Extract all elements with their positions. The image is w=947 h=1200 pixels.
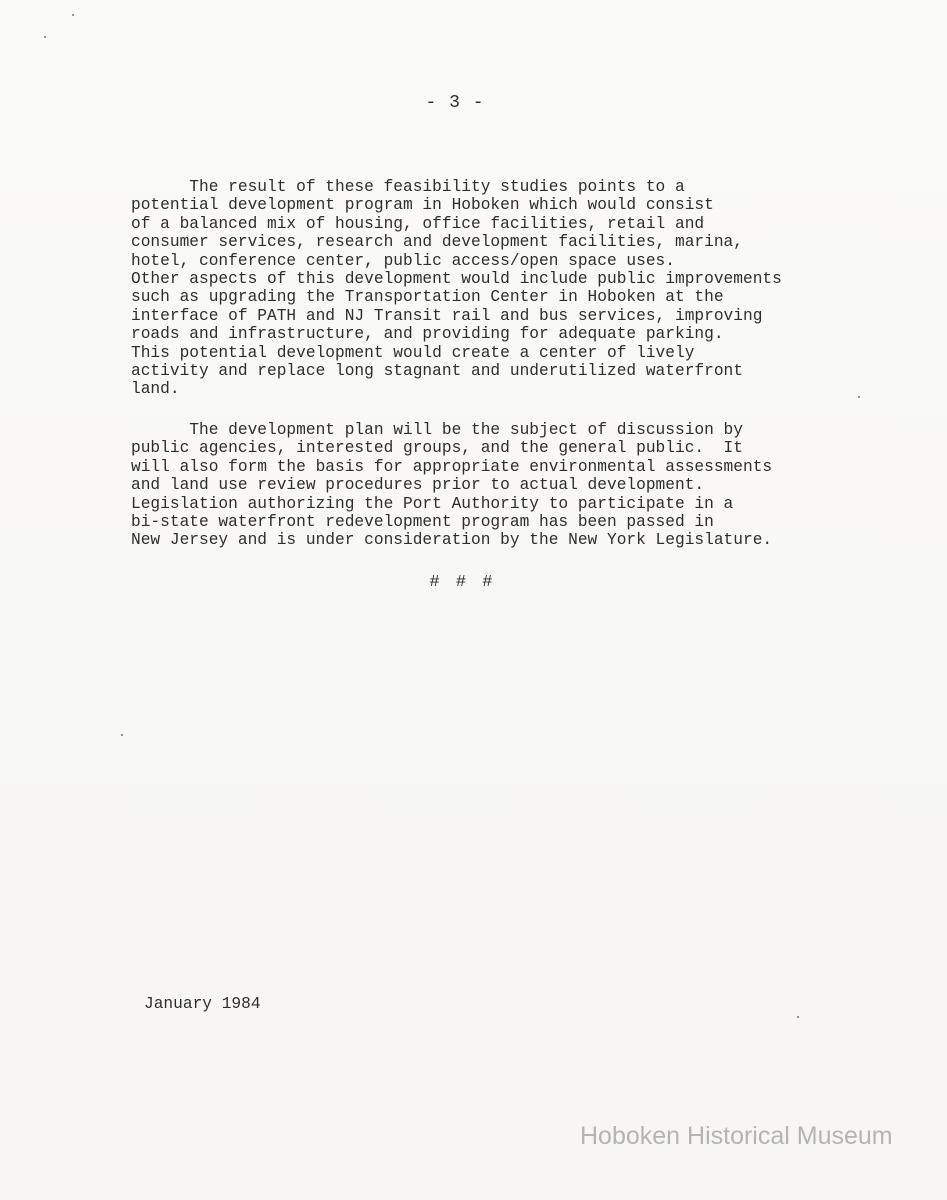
text-line: Legislation authorizing the Port Authority to participate in a	[131, 494, 734, 513]
text-line: will also form the basis for appropriate environmental assessments	[131, 457, 773, 476]
paragraph-1	[131, 178, 891, 399]
museum-watermark: Hoboken Historical Museum	[580, 1122, 893, 1150]
text-line: Other aspects of this development would include public improvements	[131, 270, 782, 289]
text-line: The result of these feasibility studies points to a	[131, 178, 685, 196]
text-line: interface of PATH and NJ Transit rail and bus services, improving	[131, 306, 763, 325]
paper-speck	[797, 1016, 799, 1018]
text-line: such as upgrading the Transportation Center in Hoboken at the	[131, 288, 724, 307]
end-mark: # # #	[429, 573, 496, 592]
paper-speck	[44, 36, 46, 38]
text-line: land.	[131, 380, 180, 399]
text-line: New Jersey and is under consideration by the New York Legislature.	[131, 531, 773, 550]
text-line: roads and infrastructure, and providing for adequate parking.	[131, 325, 724, 344]
text-line: consumer services, research and development facilities, marina,	[131, 233, 743, 252]
text-line: public agencies, interested groups, and the general public. It	[131, 439, 743, 458]
paragraph-2	[131, 421, 891, 550]
paper-speck	[72, 14, 74, 16]
text-line: hotel, conference center, public access/open space uses.	[131, 251, 675, 270]
paper-speck	[121, 734, 123, 736]
page-number: - 3 -	[425, 93, 485, 113]
text-line: The development plan will be the subject of discussion by	[131, 421, 743, 439]
text-line: potential development program in Hoboken which would consist	[131, 196, 714, 215]
text-line: activity and replace long stagnant and underutilized waterfront	[131, 362, 743, 381]
text-line: and land use review procedures prior to actual development.	[131, 476, 705, 495]
text-line: bi-state waterfront redevelopment program has been passed in	[131, 513, 714, 532]
text-line: of a balanced mix of housing, office facilities, retail and	[131, 214, 705, 233]
document-date: January 1984	[144, 995, 261, 1013]
text-line: This potential development would create a center of lively	[131, 343, 695, 362]
paper-speck	[858, 396, 860, 398]
